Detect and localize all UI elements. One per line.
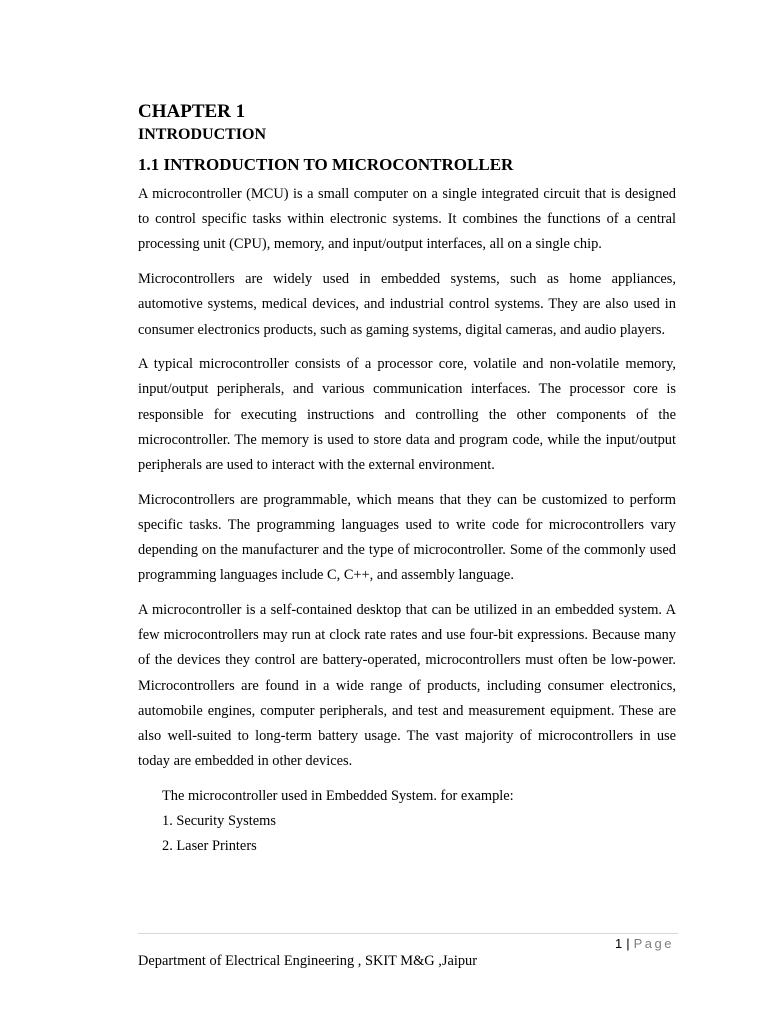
paragraph: A typical microcontroller consists of a processor core, volatile and non-volatile memory, input/output peripherals, and various communication interfaces. The processor core is responsible for executing instructions and controlling the other components of the microcontroller. The memory is used to store data and program code, while the input/output peripherals are used to interact with the external environment. [138,356,676,474]
list-intro: The microcontroller used in Embedded System. for example: [162,787,514,804]
example-list [138,809,676,859]
paragraph: A microcontroller is a self-contained desktop that can be utilized in an embedded system. A few microcontrollers may run at clock rate rates and use four-bit expressions. Because many of the devices they control are battery-operated, microcontrollers must often be low-power. Microcontrollers are found in a wide range of products, including consumer electronics, automobile engines, computer peripherals, and test and measurement equipment. These are also well-suited to long-term battery usage. The vast majority of microcontrollers in use today are embedded in other devices. [138,602,676,770]
page-number [615,935,674,953]
footer-department: Department of Electrical Engineering , SKIT M&G ,Jaipur [138,953,478,969]
section-heading: 1.1 INTRODUCTION TO MICROCONTROLLER [138,155,514,174]
list-item: 2. Laser Printers [162,838,257,855]
paragraph: Microcontrollers are programmable, which means that they can be customized to perform specific tasks. The programming languages used to write code for microcontrollers vary depending on the manufacturer and the type of microcontroller. Some of the commonly used programming languages include C, C++, and assembly language. [138,491,676,584]
page-number-value: 1 [615,936,623,951]
footer-divider [138,933,678,934]
list-item: 1. Security Systems [162,813,276,830]
paragraph: A microcontroller (MCU) is a small computer on a single integrated circuit that is designed to control specific tasks within electronic systems. It combines the functions of a central processing unit (CPU), memory, and input/output interfaces, all on a single chip. [138,186,676,253]
chapter-label: CHAPTER 1 [138,101,246,122]
page-word: Page [633,936,674,951]
page-number-separator: | [626,936,630,951]
paragraph: Microcontrollers are widely used in embedded systems, such as home appliances, automotive systems, medical devices, and industrial control systems. They are also used in consumer electronics products, such as gaming systems, digital cameras, and audio players. [138,271,676,338]
chapter-title: INTRODUCTION [138,126,267,143]
page-body [138,100,676,860]
